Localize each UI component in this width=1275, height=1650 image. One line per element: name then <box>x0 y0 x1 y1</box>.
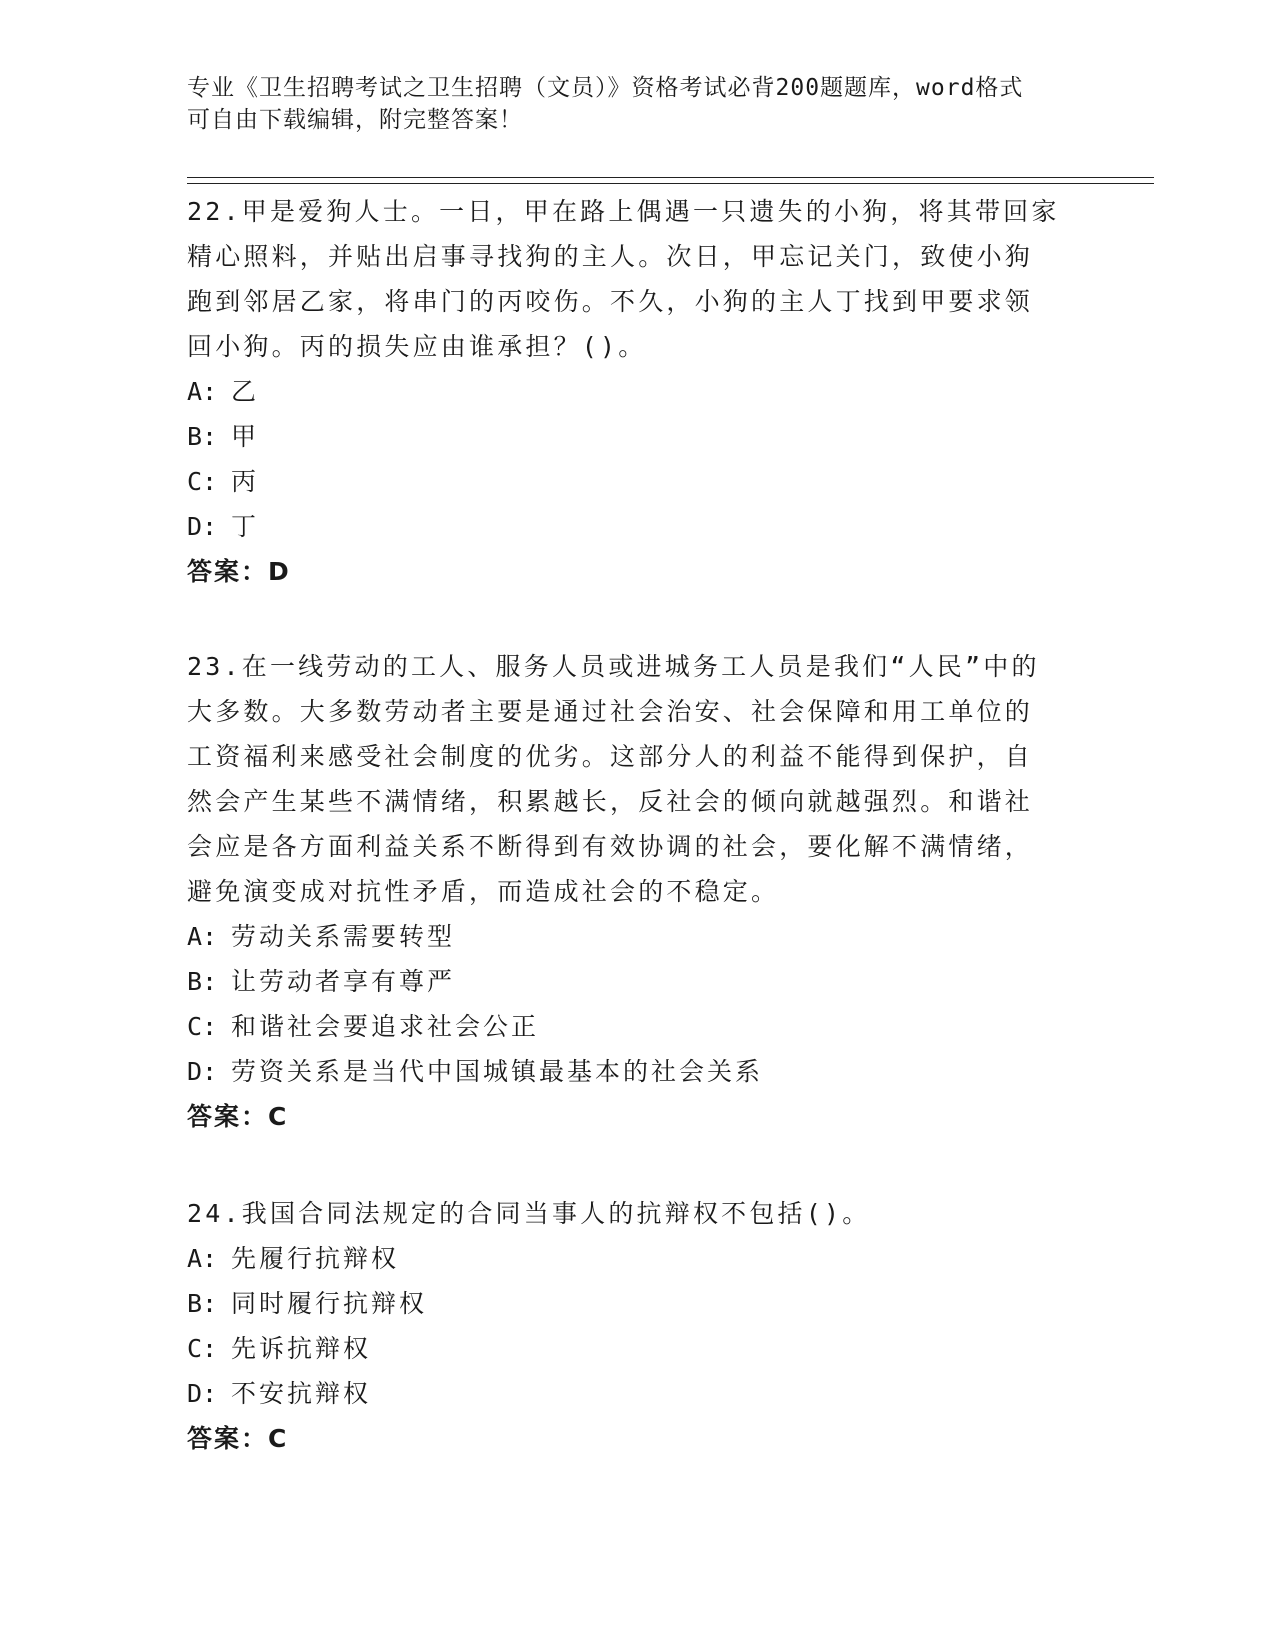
question-stem-line: 然会产生某些不满情绪，积累越长，反社会的倾向就越强烈。和谐社 <box>187 787 1034 816</box>
question-22 <box>187 189 1087 594</box>
option-key: C: <box>187 1334 218 1363</box>
option-key: A: <box>187 377 218 406</box>
option-c <box>187 1326 1087 1371</box>
option-key: B: <box>187 967 218 996</box>
answer-label: 答案：C <box>187 1424 289 1453</box>
question-stem-line: 24.我国合同法规定的合同当事人的抗辩权不包括()。 <box>187 1199 871 1228</box>
option-key: A: <box>187 922 218 951</box>
question-stem-line: 跑到邻居乙家，将串门的丙咬伤。不久，小狗的主人丁找到甲要求领 <box>187 287 1034 316</box>
answer-label: 答案：D <box>187 557 291 586</box>
option-a <box>187 1236 1087 1281</box>
option-b <box>187 1281 1087 1326</box>
option-text: 不安抗辩权 <box>231 1379 372 1408</box>
option-a <box>187 914 1087 959</box>
question-stem-line: 工资福利来感受社会制度的优劣。这部分人的利益不能得到保护，自 <box>187 742 1034 771</box>
question-stem-line: 23.在一线劳动的工人、服务人员或进城务工人员是我们“人民”中的 <box>187 652 1040 681</box>
option-text: 丁 <box>231 512 260 541</box>
option-key: D: <box>187 1379 218 1408</box>
option-text: 先诉抗辩权 <box>231 1334 372 1363</box>
question-stem-line: 回小狗。丙的损失应由谁承担？()。 <box>187 332 647 361</box>
option-c <box>187 1004 1087 1049</box>
option-text: 甲 <box>231 422 260 451</box>
answer-label: 答案：C <box>187 1102 289 1131</box>
option-c <box>187 459 1087 504</box>
option-text: 劳资关系是当代中国城镇最基本的社会关系 <box>231 1057 764 1086</box>
header-line-1: 专业《卫生招聘考试之卫生招聘（文员）》资格考试必背200题题库，word格式 <box>187 75 1024 101</box>
option-key: C: <box>187 1012 218 1041</box>
option-text: 劳动关系需要转型 <box>231 922 456 951</box>
option-key: D: <box>187 1057 218 1086</box>
option-text: 让劳动者享有尊严 <box>231 967 456 996</box>
header-line-2: 可自由下载编辑，附完整答案！ <box>187 107 523 133</box>
question-stem-line: 22.甲是爱狗人士。一日，甲在路上偶遇一只遗失的小狗，将其带回家 <box>187 197 1060 226</box>
question-24 <box>187 1191 1087 1461</box>
option-b <box>187 414 1087 459</box>
option-key: A: <box>187 1244 218 1273</box>
question-stem-line: 大多数。大多数劳动者主要是通过社会治安、社会保障和用工单位的 <box>187 697 1034 726</box>
option-text: 先履行抗辩权 <box>231 1244 400 1273</box>
option-a <box>187 369 1087 414</box>
option-text: 乙 <box>231 377 260 406</box>
option-key: C: <box>187 467 218 496</box>
question-stem-line: 避免演变成对抗性矛盾，而造成社会的不稳定。 <box>187 877 780 906</box>
document-page <box>187 0 1157 1650</box>
option-d <box>187 504 1087 549</box>
option-d <box>187 1371 1087 1416</box>
question-23 <box>187 644 1087 1139</box>
option-text: 同时履行抗辩权 <box>231 1289 428 1318</box>
option-text: 丙 <box>231 467 260 496</box>
option-key: B: <box>187 422 218 451</box>
page-header <box>187 72 1067 136</box>
question-stem-line: 精心照料，并贴出启事寻找狗的主人。次日，甲忘记关门，致使小狗 <box>187 242 1034 271</box>
option-b <box>187 959 1087 1004</box>
question-stem-line: 会应是各方面利益关系不断得到有效协调的社会，要化解不满情绪， <box>187 832 1034 861</box>
option-key: B: <box>187 1289 218 1318</box>
header-divider-top <box>187 177 1154 178</box>
header-divider-bottom <box>187 183 1154 184</box>
option-text: 和谐社会要追求社会公正 <box>231 1012 540 1041</box>
option-key: D: <box>187 512 218 541</box>
option-d <box>187 1049 1087 1094</box>
